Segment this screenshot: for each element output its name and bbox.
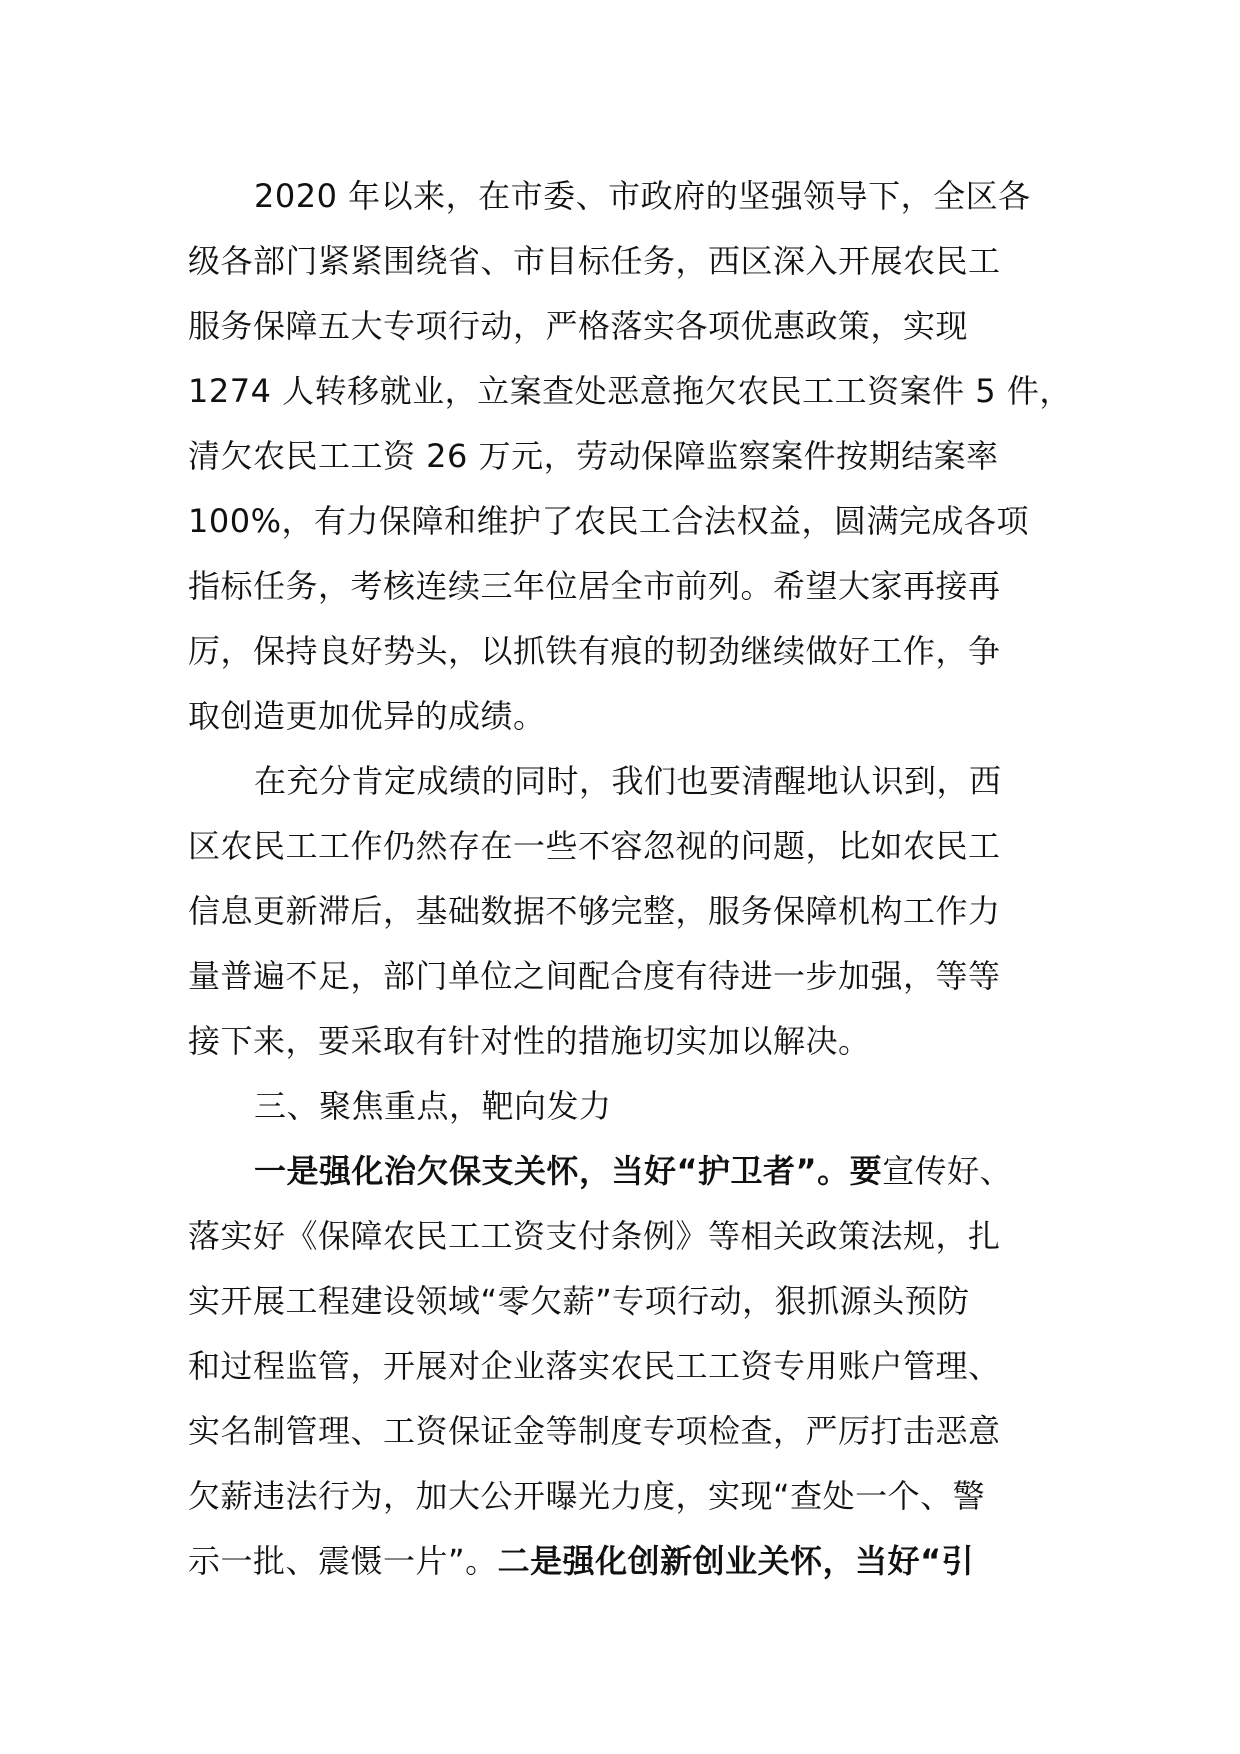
paragraph-3-bold-lead: 一是强化治欠保支关怀，当好“护卫者”。要	[254, 1152, 883, 1190]
paragraph-3-line-7	[188, 1529, 1088, 1594]
paragraph-3-last-bold: 二是强化创新创业关怀，当好“引	[497, 1542, 975, 1580]
paragraph-3-line-5: 实名制管理、工资保证金等制度专项检查，严厉打击恶意	[188, 1412, 1001, 1450]
paragraph-3-line-6: 欠薪违法行为，加大公开曝光力度，实现“查处一个、警	[188, 1477, 986, 1515]
paragraph-3-line-1	[188, 1139, 1088, 1204]
paragraph-1-line-3: 服务保障五大专项行动，严格落实各项优惠政策，实现	[188, 307, 969, 345]
section-heading: 三、聚焦重点，靶向发力	[254, 1087, 612, 1125]
paragraph-1-line-5: 清欠农民工工资 26 万元，劳动保障监察案件按期结案率	[188, 437, 999, 475]
paragraph-3-line-3: 实开展工程建设领域“零欠薪”专项行动，狠抓源头预防	[188, 1282, 970, 1320]
paragraph-3-last-normal: 示一批、震慑一片”。	[188, 1542, 498, 1580]
paragraph-1-line-4: 1274 人转移就业，立案查处恶意拖欠农民工工资案件 5 件，	[188, 372, 1072, 410]
paragraph-3-normal-lead: 宣传好、	[882, 1152, 1013, 1190]
paragraph-2-line-4: 量普遍不足，部门单位之间配合度有待进一步加强，等等	[188, 957, 1001, 995]
document-body	[188, 164, 1088, 1594]
paragraph-1-line-2: 级各部门紧紧围绕省、市目标任务，西区深入开展农民工	[188, 242, 1001, 280]
paragraph-1-line-9: 取创造更加优异的成绩。	[188, 697, 546, 735]
paragraph-2-line-3: 信息更新滞后，基础数据不够完整，服务保障机构工作力	[188, 892, 1001, 930]
paragraph-3-line-2: 落实好《保障农民工工资支付条例》等相关政策法规，扎	[188, 1217, 1001, 1255]
paragraph-3-line-4: 和过程监管，开展对企业落实农民工工资专用账户管理、	[188, 1347, 1001, 1385]
paragraph-1-line-1: 2020 年以来，在市委、市政府的坚强领导下，全区各	[254, 177, 1031, 215]
paragraph-1-line-6: 100%，有力保障和维护了农民工合法权益，圆满完成各项	[188, 502, 1029, 540]
paragraph-1-line-8: 厉，保持良好势头，以抓铁有痕的韧劲继续做好工作，争	[188, 632, 1001, 670]
paragraph-1-line-7: 指标任务，考核连续三年位居全市前列。希望大家再接再	[188, 567, 1001, 605]
paragraph-2-line-5: 接下来，要采取有针对性的措施切实加以解决。	[188, 1022, 871, 1060]
paragraph-2-line-2: 区农民工工作仍然存在一些不容忽视的问题，比如农民工	[188, 827, 1001, 865]
paragraph-2-line-1: 在充分肯定成绩的同时，我们也要清醒地认识到，西	[254, 762, 1002, 800]
